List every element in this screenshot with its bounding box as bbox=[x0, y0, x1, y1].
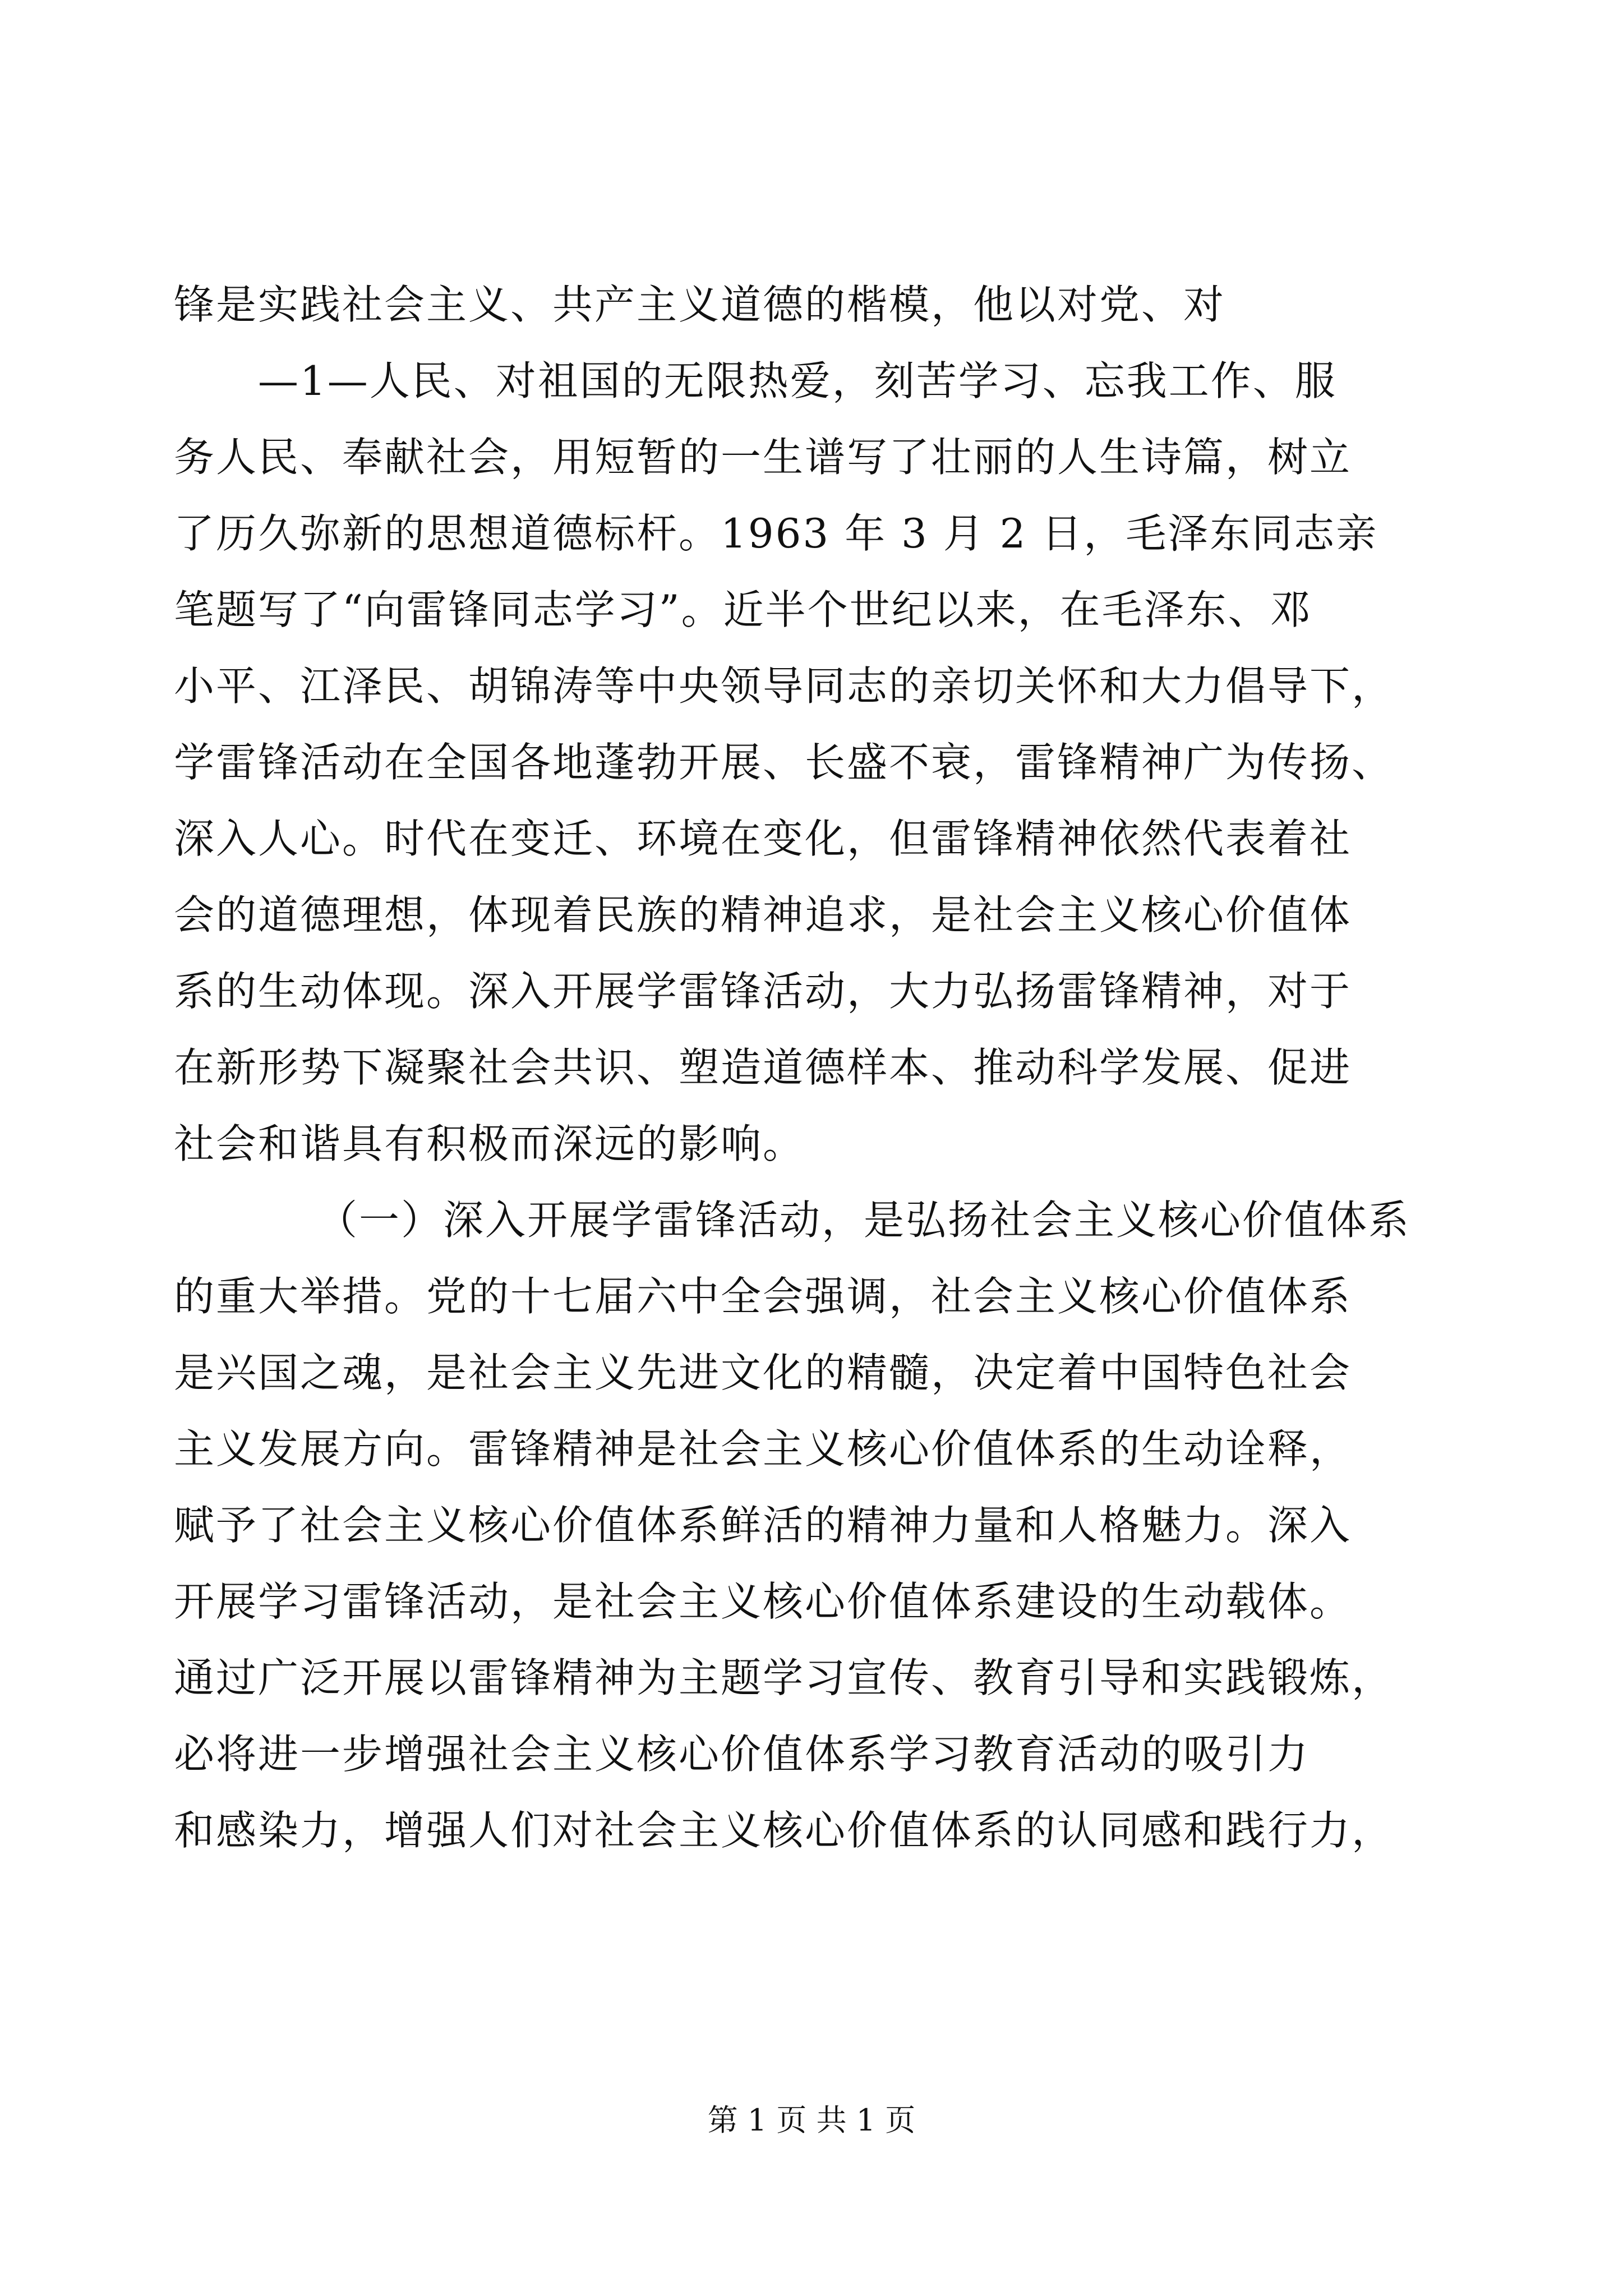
text-line: 社会和谐具有积极而深远的影响。 bbox=[174, 1120, 805, 1167]
section-heading-line: （一）深入开展学雷锋活动，是弘扬社会主义核心价值体系 bbox=[317, 1197, 1411, 1244]
text-line: 开展学习雷锋活动，是社会主义核心价值体系建设的生动载体。 bbox=[174, 1578, 1352, 1625]
document-body bbox=[174, 266, 1458, 1869]
text-line: 务人民、奉献社会，用短暂的一生谱写了壮丽的人生诗篇，树立 bbox=[174, 434, 1352, 481]
text-line: 笔题写了“向雷锋同志学习”。近半个世纪以来，在毛泽东、邓 bbox=[174, 586, 1312, 633]
text-line: 深入人心。时代在变迁、环境在变化，但雷锋精神依然代表着社 bbox=[174, 815, 1352, 862]
text-line: 小平、江泽民、胡锦涛等中央领导同志的亲切关怀和大力倡导下， bbox=[174, 662, 1394, 710]
text-line: 的重大举措。党的十七届六中全会强调，社会主义核心价值体系 bbox=[174, 1273, 1352, 1320]
text-line: 是兴国之魂，是社会主义先进文化的精髓，决定着中国特色社会 bbox=[174, 1349, 1352, 1396]
text-line: 锋是实践社会主义、共产主义道德的楷模，他以对党、对 bbox=[174, 281, 1226, 328]
text-line: 必将进一步增强社会主义核心价值体系学习教育活动的吸引力 bbox=[174, 1731, 1310, 1778]
page-footer bbox=[0, 2101, 1623, 2140]
text-line: 主义发展方向。雷锋精神是社会主义核心价值体系的生动诠释， bbox=[174, 1425, 1352, 1473]
text-line: 和感染力，增强人们对社会主义核心价值体系的认同感和践行力， bbox=[174, 1807, 1394, 1854]
text-line: 系的生动体现。深入开展学雷锋活动，大力弘扬雷锋精神，对于 bbox=[174, 968, 1352, 1015]
text-line: 在新形势下凝聚社会共识、塑造道德样本、推动科学发展、促进 bbox=[174, 1044, 1352, 1091]
text-line: 通过广泛开展以雷锋精神为主题学习宣传、教育引导和实践锻炼， bbox=[174, 1654, 1394, 1701]
text-line: 会的道德理想，体现着民族的精神追求，是社会主义核心价值体 bbox=[174, 891, 1352, 938]
page-number-label: 第 1 页 共 1 页 bbox=[707, 2102, 916, 2138]
text-line: 学雷锋活动在全国各地蓬勃开展、长盛不衰，雷锋精神广为传扬、 bbox=[174, 739, 1394, 786]
text-line: —1—人民、对祖国的无限热爱，刻苦学习、忘我工作、服 bbox=[258, 357, 1337, 404]
text-line: 了历久弥新的思想道德标杆。1963 年 3 月 2 日，毛泽东同志亲 bbox=[174, 510, 1378, 557]
text-line: 赋予了社会主义核心价值体系鲜活的精神力量和人格魅力。深入 bbox=[174, 1502, 1352, 1549]
